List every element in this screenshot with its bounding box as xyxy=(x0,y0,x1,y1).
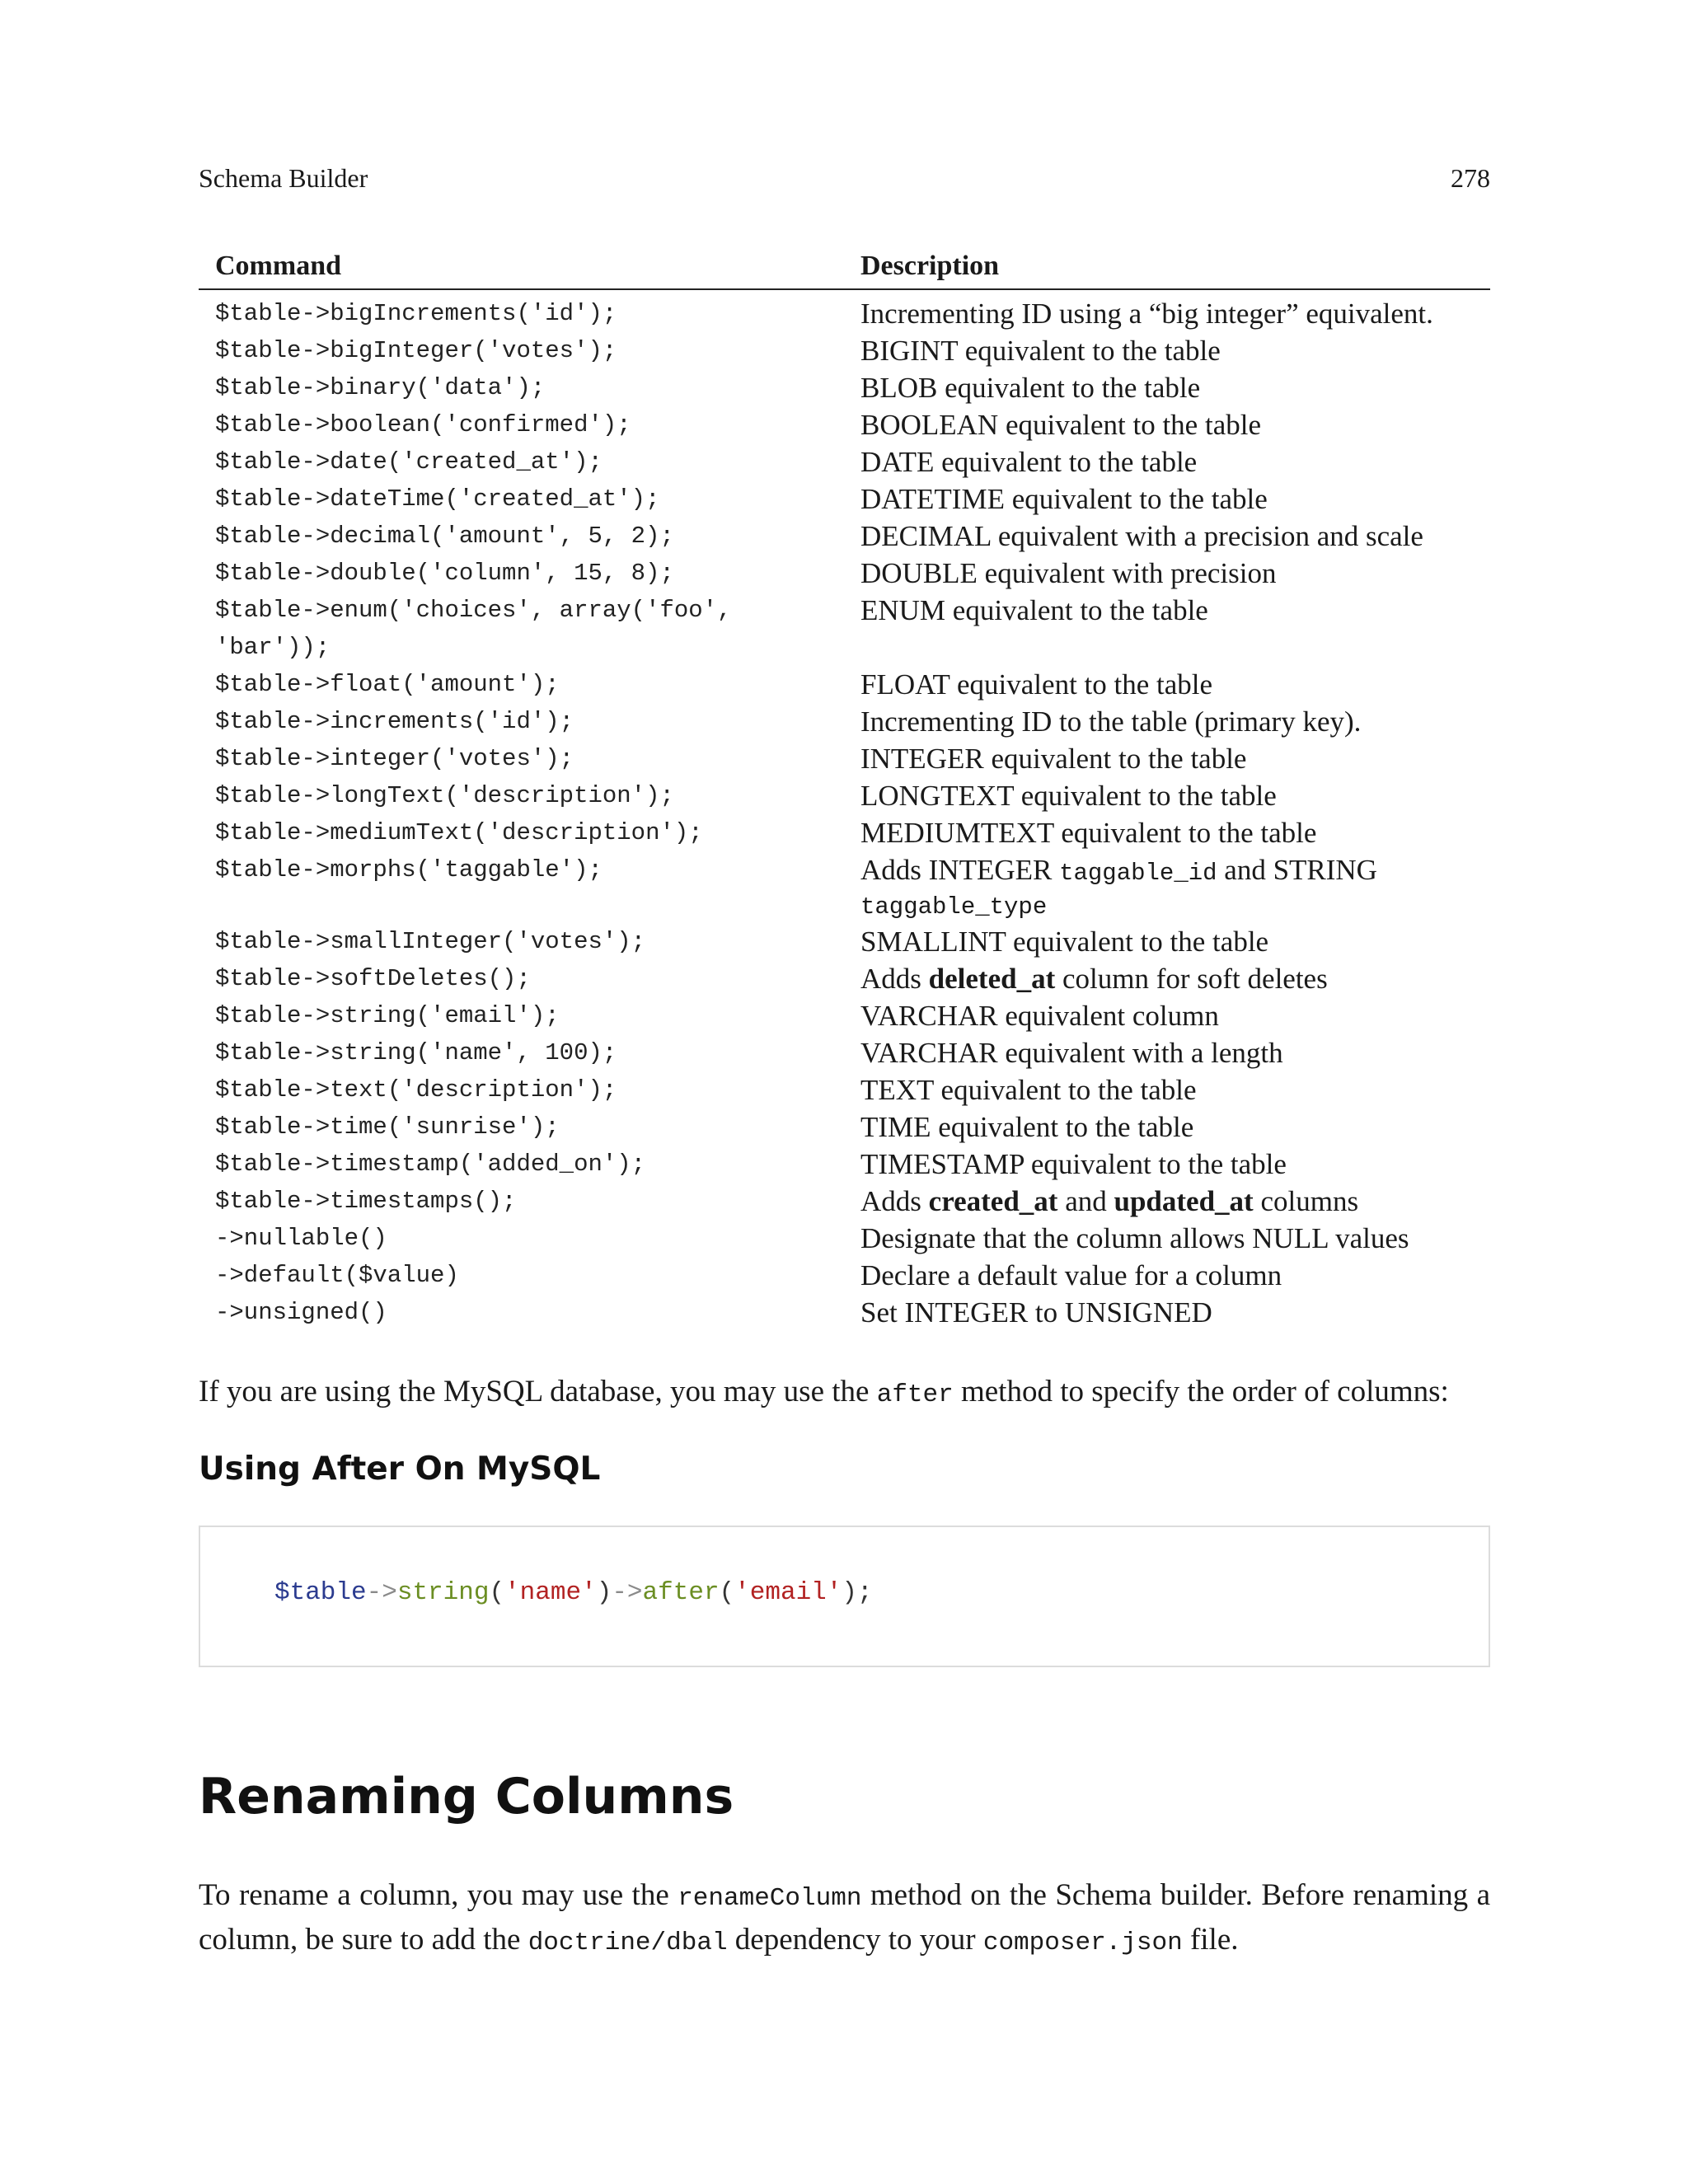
table-row xyxy=(199,740,1490,777)
description-cell: VARCHAR equivalent with a length xyxy=(860,1037,1283,1069)
code-string: 'email' xyxy=(734,1578,842,1607)
table-row xyxy=(199,960,1490,997)
code-operator: -> xyxy=(612,1578,643,1607)
command-cell: ->nullable() xyxy=(215,1225,387,1252)
command-cell: $table->double('column', 15, 8); xyxy=(215,560,674,587)
command-cell: $table->bigInteger('votes'); xyxy=(215,337,617,364)
table-row xyxy=(199,289,1490,332)
description-text: Adds xyxy=(860,1185,929,1217)
schema-command-table xyxy=(199,244,1490,1331)
code-operator: -> xyxy=(366,1578,397,1607)
description-cell xyxy=(844,960,1490,997)
description-text: column for soft deletes xyxy=(1055,963,1328,995)
description-cell: INTEGER equivalent to the table xyxy=(860,743,1247,775)
description-cell: ENUM equivalent to the table xyxy=(860,594,1208,626)
description-cell: TIME equivalent to the table xyxy=(860,1111,1194,1143)
description-text: and xyxy=(1057,1185,1114,1217)
code-function: after xyxy=(642,1578,720,1607)
code-function: string xyxy=(396,1578,490,1607)
description-cell: BLOB equivalent to the table xyxy=(860,372,1201,404)
table-row xyxy=(199,555,1490,592)
subheading: Using After On MySQL xyxy=(199,1451,601,1488)
running-title: Schema Builder xyxy=(199,163,368,193)
command-cell: $table->time('sunrise'); xyxy=(215,1113,560,1141)
description-cell: Set INTEGER to UNSIGNED xyxy=(860,1296,1212,1329)
code-punctuation: ( xyxy=(489,1578,505,1607)
table-header-row xyxy=(199,244,1490,289)
command-cell: $table->timestamp('added_on'); xyxy=(215,1151,646,1178)
command-cell: $table->softDeletes(); xyxy=(215,965,531,992)
paragraph-text: method on the Schema builder. Before renaming a column, be sure to add the xyxy=(199,1878,1490,1957)
paragraph-text: file. xyxy=(1182,1923,1239,1957)
description-cell xyxy=(844,1183,1490,1220)
description-cell: Incrementing ID to the table (primary key). xyxy=(860,705,1362,738)
description-cell: DOUBLE equivalent with precision xyxy=(860,557,1277,589)
command-cell: $table->mediumText('description'); xyxy=(215,819,703,846)
command-cell: $table->dateTime('created_at'); xyxy=(215,485,660,513)
table-row xyxy=(199,997,1490,1034)
inline-code: doctrine/dbal xyxy=(528,1929,728,1957)
command-cell: $table->binary('data'); xyxy=(215,374,546,401)
description-cell: DECIMAL equivalent with a precision and scale xyxy=(860,520,1423,552)
table-row xyxy=(199,592,1490,666)
description-text: Adds xyxy=(860,963,929,995)
table-row xyxy=(199,1108,1490,1146)
code-line xyxy=(274,1577,873,1610)
table-row xyxy=(199,480,1490,518)
table-row xyxy=(199,406,1490,443)
bold-term: created_at xyxy=(928,1185,1058,1217)
command-cell: $table->morphs('taggable'); xyxy=(215,856,603,883)
code-punctuation: ( xyxy=(719,1578,735,1607)
bold-term: deleted_at xyxy=(928,963,1056,995)
description-cell: SMALLINT equivalent to the table xyxy=(860,926,1269,958)
table-row xyxy=(199,1183,1490,1220)
paragraph-text: If you are using the MySQL database, you may use the xyxy=(199,1375,877,1408)
table-row xyxy=(199,777,1490,814)
command-cell: $table->date('created_at'); xyxy=(215,448,603,476)
table-row xyxy=(199,1294,1490,1331)
table-row xyxy=(199,332,1490,369)
description-cell: LONGTEXT equivalent to the table xyxy=(860,780,1277,812)
command-cell: $table->string('name', 100); xyxy=(215,1039,617,1066)
command-cell: $table->increments('id'); xyxy=(215,708,574,735)
table-row xyxy=(199,703,1490,740)
description-cell xyxy=(844,851,1490,923)
description-text: Adds INTEGER xyxy=(860,854,1060,886)
description-cell: TEXT equivalent to the table xyxy=(860,1074,1197,1106)
command-cell: $table->smallInteger('votes'); xyxy=(215,928,646,955)
table-row xyxy=(199,814,1490,851)
section-heading: Renaming Columns xyxy=(199,1768,734,1825)
code-string: 'name' xyxy=(504,1578,597,1607)
description-cell: BIGINT equivalent to the table xyxy=(860,335,1221,367)
description-cell: TIMESTAMP equivalent to the table xyxy=(860,1148,1287,1180)
description-cell: Designate that the column allows NULL values xyxy=(860,1222,1409,1254)
paragraph-text: To rename a column, you may use the xyxy=(199,1878,678,1912)
description-cell: DATE equivalent to the table xyxy=(860,446,1198,478)
description-cell: FLOAT equivalent to the table xyxy=(860,668,1213,701)
command-cell: $table->enum('choices', array('foo', 'bar')); xyxy=(215,597,732,661)
command-cell: $table->float('amount'); xyxy=(215,671,560,698)
code-variable: $table xyxy=(274,1578,367,1607)
table-row xyxy=(199,369,1490,406)
description-text: and STRING xyxy=(1217,854,1377,886)
rename-column-paragraph xyxy=(199,1875,1490,1964)
inline-code: taggable_type xyxy=(860,893,1048,921)
description-text: columns xyxy=(1253,1185,1359,1217)
code-punctuation: ) xyxy=(596,1578,612,1607)
table-row xyxy=(199,923,1490,960)
inline-code: composer.json xyxy=(982,1929,1183,1957)
table-row xyxy=(199,443,1490,480)
command-cell: $table->boolean('confirmed'); xyxy=(215,411,631,438)
command-cell: $table->timestamps(); xyxy=(215,1188,517,1215)
command-cell: ->unsigned() xyxy=(215,1299,387,1326)
bold-term: updated_at xyxy=(1114,1185,1254,1217)
column-header-description: Description xyxy=(844,244,1490,289)
description-cell: Declare a default value for a column xyxy=(860,1259,1282,1291)
command-cell: $table->bigIncrements('id'); xyxy=(215,300,617,327)
code-block xyxy=(199,1526,1490,1667)
running-header xyxy=(199,162,1490,194)
description-cell: VARCHAR equivalent column xyxy=(860,1000,1219,1032)
table-row xyxy=(199,518,1490,555)
command-cell: $table->integer('votes'); xyxy=(215,745,574,772)
table-row xyxy=(199,1071,1490,1108)
description-cell: Incrementing ID using a “big integer” equivalent. xyxy=(860,298,1433,330)
command-cell: ->default($value) xyxy=(215,1262,459,1289)
inline-code: taggable_id xyxy=(1059,860,1217,887)
inline-code: renameColumn xyxy=(678,1884,862,1913)
mysql-after-paragraph xyxy=(199,1371,1490,1416)
paragraph-text: method to specify the order of columns: xyxy=(953,1375,1449,1408)
description-cell: BOOLEAN equivalent to the table xyxy=(860,409,1261,441)
command-cell: $table->decimal('amount', 5, 2); xyxy=(215,523,674,550)
code-punctuation: ); xyxy=(842,1578,873,1607)
table-row xyxy=(199,1034,1490,1071)
column-header-command: Command xyxy=(199,244,844,289)
table-row xyxy=(199,1220,1490,1257)
paragraph-text: dependency to your xyxy=(727,1923,983,1957)
table-row xyxy=(199,851,1490,923)
table-row xyxy=(199,1257,1490,1294)
command-cell: $table->string('email'); xyxy=(215,1002,560,1029)
command-cell: $table->text('description'); xyxy=(215,1076,617,1104)
inline-code: after xyxy=(876,1380,954,1409)
page-number: 278 xyxy=(1451,163,1490,193)
table-row xyxy=(199,666,1490,703)
table-row xyxy=(199,1146,1490,1183)
command-cell: $table->longText('description'); xyxy=(215,782,674,809)
description-cell: DATETIME equivalent to the table xyxy=(860,483,1268,515)
description-cell: MEDIUMTEXT equivalent to the table xyxy=(860,817,1317,849)
